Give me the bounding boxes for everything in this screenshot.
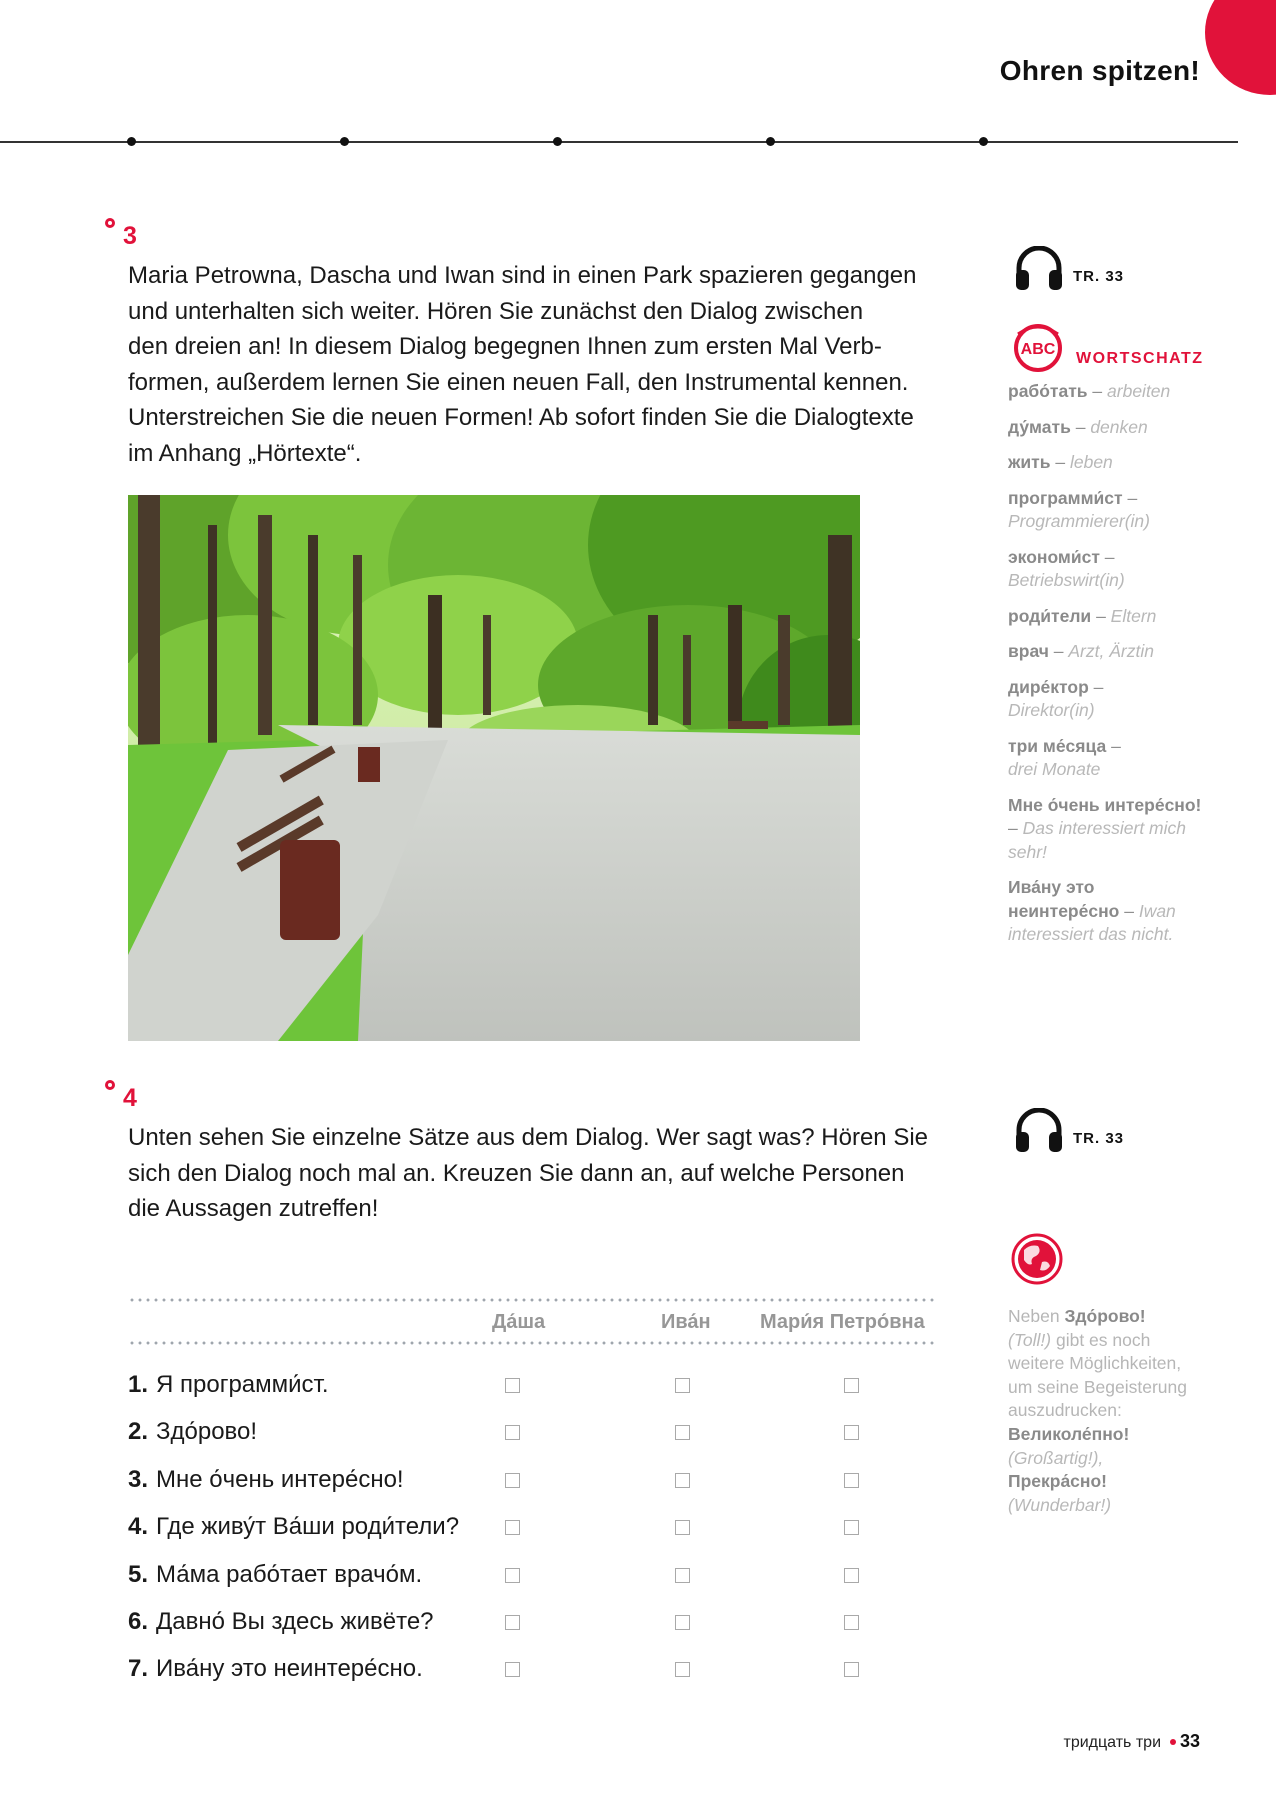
headphones-icon	[1014, 1108, 1064, 1154]
rule-dot	[127, 137, 136, 146]
track-label: TR. 33	[1073, 268, 1125, 285]
section-4-marker	[105, 1080, 151, 1110]
checkbox-ivan[interactable]	[675, 1425, 690, 1440]
text-line: Maria Petrowna, Dascha und Iwan sind in einen Park spazieren gegangen	[128, 262, 917, 289]
vocab-item: ду́мать – denken	[1008, 416, 1148, 437]
vocab-russian: Мне о́чень интере́сно!	[1008, 794, 1202, 815]
note-translation: (Großartig!),	[1008, 1447, 1104, 1468]
tip-note	[1008, 1305, 1208, 1517]
table-row	[128, 1371, 958, 1411]
vocab-german: Direktor(in)	[1008, 700, 1095, 720]
vocab-german: drei Monate	[1008, 759, 1101, 779]
text-line: den dreien an! In diesem Dialog begegnen Ihnen zum ersten Mal Verb-	[128, 333, 882, 360]
vocab-russian: дире́ктор	[1008, 676, 1089, 697]
track-label: TR. 33	[1073, 1130, 1125, 1147]
row-number: 2.	[128, 1418, 149, 1445]
vocab-item: Мне о́чень интере́сно! – Das interessiert mich sehr!	[1008, 794, 1202, 862]
table-row	[128, 1655, 958, 1695]
column-header-dasha: Да́ша	[492, 1311, 546, 1333]
checkbox-maria[interactable]	[844, 1520, 859, 1535]
checkbox-maria[interactable]	[844, 1425, 859, 1440]
red-corner-decoration	[1205, 0, 1276, 95]
vocab-item: Ива́ну это неинтере́сно – Iwan interessiert das nicht.	[1008, 877, 1176, 944]
checkbox-maria[interactable]	[844, 1662, 859, 1677]
checkbox-dasha[interactable]	[505, 1568, 520, 1583]
vocab-russian: ду́мать	[1008, 416, 1071, 437]
vocab-russian: рабо́тать	[1008, 381, 1088, 401]
checkbox-maria[interactable]	[844, 1615, 859, 1630]
row-number: 3.	[128, 1466, 149, 1493]
row-number: 7.	[128, 1655, 149, 1682]
row-sentence: Здо́рово!	[156, 1418, 258, 1445]
row-number: 6.	[128, 1608, 149, 1635]
row-number: 1.	[128, 1371, 149, 1398]
vocab-russian: врач	[1008, 641, 1049, 661]
note-russian: Здо́рово!	[1064, 1306, 1146, 1326]
headphones-icon	[1014, 246, 1064, 292]
park-illustration	[128, 495, 860, 1041]
note-translation: (Toll!)	[1008, 1329, 1052, 1350]
rule-dot	[553, 137, 562, 146]
rule-dot	[766, 137, 775, 146]
text-line: Unterstreichen Sie die neuen Formen! Ab sofort finden Sie die Dialogtexte	[128, 404, 914, 431]
text-line: sich den Dialog noch mal an. Kreuzen Sie dann an, auf welche Personen	[128, 1159, 905, 1187]
vocabulary-list	[1008, 380, 1208, 959]
note-text: gibt es noch weitere Möglichkeiten, um seine Begeisterung auszudrucken:	[1008, 1329, 1187, 1421]
vocab-item: жить – leben	[1008, 452, 1113, 472]
checkbox-dasha[interactable]	[505, 1615, 520, 1630]
checkbox-maria[interactable]	[844, 1378, 859, 1393]
note-text: Neben	[1008, 1306, 1065, 1326]
row-sentence: Я программи́ст.	[156, 1371, 329, 1398]
vocab-german: Betriebswirt(in)	[1008, 570, 1125, 590]
vocab-russian: жить	[1008, 452, 1051, 472]
section-3-marker	[105, 218, 151, 248]
checkbox-maria[interactable]	[844, 1568, 859, 1583]
vocab-item: рабо́тать – arbeiten	[1008, 381, 1171, 401]
checkbox-dasha[interactable]	[505, 1520, 520, 1535]
page-number: 33	[1179, 1731, 1200, 1751]
text-line: im Anhang „Hörtexte“.	[128, 439, 362, 467]
checkbox-ivan[interactable]	[675, 1568, 690, 1583]
row-sentence: Мне о́чень интере́сно!	[156, 1466, 404, 1493]
row-sentence: Ива́ну это неинтере́сно.	[156, 1655, 423, 1682]
column-header-ivan: Ива́н	[661, 1311, 711, 1333]
vocab-german: leben	[1069, 452, 1113, 472]
text-line: die Aussagen zutreffen!	[128, 1195, 379, 1222]
abc-badge-text: ABC	[1020, 341, 1056, 358]
footer-dot	[1170, 1739, 1176, 1745]
vocab-russian: три ме́сяца	[1008, 735, 1107, 756]
column-header-maria: Мари́я Петро́вна	[760, 1311, 925, 1333]
checkbox-dasha[interactable]	[505, 1662, 520, 1677]
globe-icon	[1010, 1232, 1064, 1286]
vocab-german: arbeiten	[1107, 381, 1171, 401]
abc-badge-icon	[1012, 322, 1064, 374]
row-sentence: Давно́ Вы здесь живёте?	[156, 1608, 434, 1635]
table-row	[128, 1608, 958, 1648]
vocab-item: врач – Arzt, Ärztin	[1008, 641, 1154, 661]
header-rule	[0, 141, 1238, 143]
table-row	[128, 1466, 958, 1506]
checkbox-ivan[interactable]	[675, 1520, 690, 1535]
table-row	[128, 1418, 958, 1458]
note-russian: Прекра́сно!	[1008, 1471, 1108, 1492]
audio-track-badge	[1014, 246, 1174, 296]
table-header-rule	[128, 1341, 934, 1345]
vocab-item: экономи́ст – Betriebswirt(in)	[1008, 546, 1125, 590]
section-4-instructions	[128, 1120, 948, 1227]
page-number-word: тридцать три	[1063, 1734, 1161, 1751]
checkbox-ivan[interactable]	[675, 1378, 690, 1393]
section-ring-icon	[105, 1080, 115, 1090]
vocab-russian: роди́тели	[1008, 605, 1092, 626]
rule-dot	[340, 137, 349, 146]
section-number: 3	[123, 222, 137, 250]
vocab-german: denken	[1090, 416, 1148, 437]
vocab-russian: экономи́ст	[1008, 546, 1100, 567]
text-line: formen, außerdem lernen Sie einen neuen Fall, den Instrumental kennen.	[128, 368, 909, 396]
row-sentence: Где живу́т Ва́ши роди́тели?	[156, 1513, 460, 1540]
vocab-item: три ме́сяца – drei Monate	[1008, 735, 1121, 779]
checkbox-dasha[interactable]	[505, 1473, 520, 1488]
table-row	[128, 1513, 958, 1553]
text-line: und unterhalten sich weiter. Hören Sie zunächst den Dialog zwischen	[128, 297, 864, 325]
checkbox-maria[interactable]	[844, 1473, 859, 1488]
note-russian: Великоле́пно!	[1008, 1423, 1130, 1444]
table-row	[128, 1561, 958, 1601]
section-3-instructions	[128, 258, 948, 471]
vocab-item: роди́тели – Eltern	[1008, 605, 1157, 626]
row-number: 5.	[128, 1561, 149, 1588]
note-translation: (Wunderbar!)	[1008, 1494, 1112, 1515]
vocab-german: Das interessiert mich sehr!	[1008, 818, 1186, 862]
text-line: Unten sehen Sie einzelne Sätze aus dem Dialog. Wer sagt was? Hören Sie	[128, 1124, 929, 1151]
vocab-russian: программи́ст	[1008, 487, 1123, 508]
vocabulary-title: WORTSCHATZ	[1076, 350, 1204, 367]
vocab-german: Arzt, Ärztin	[1068, 641, 1154, 661]
vocab-russian: Ива́ну это неинтере́сно	[1008, 877, 1120, 921]
chapter-title: Ohren spitzen!	[999, 55, 1200, 86]
section-ring-icon	[105, 218, 115, 228]
vocab-german: Eltern	[1110, 605, 1157, 626]
checkbox-dasha[interactable]	[505, 1378, 520, 1393]
vocab-german: Programmierer(in)	[1008, 511, 1150, 531]
row-sentence: Ма́ма рабо́тает врачо́м.	[156, 1561, 423, 1588]
rule-dot	[979, 137, 988, 146]
section-number: 4	[123, 1084, 137, 1112]
vocabulary-heading	[1012, 322, 1212, 378]
row-number: 4.	[128, 1513, 149, 1540]
checkbox-ivan[interactable]	[675, 1473, 690, 1488]
vocab-item: дире́ктор – Direktor(in)	[1008, 676, 1104, 720]
table-top-rule	[128, 1298, 934, 1302]
vocab-item: программи́ст – Programmierer(in)	[1008, 487, 1150, 531]
checkbox-dasha[interactable]	[505, 1425, 520, 1440]
checkbox-ivan[interactable]	[675, 1662, 690, 1677]
audio-track-badge	[1014, 1108, 1174, 1158]
checkbox-ivan[interactable]	[675, 1615, 690, 1630]
vocab-german: Iwan interessiert das nicht.	[1008, 900, 1176, 944]
park-photo	[128, 495, 860, 1041]
